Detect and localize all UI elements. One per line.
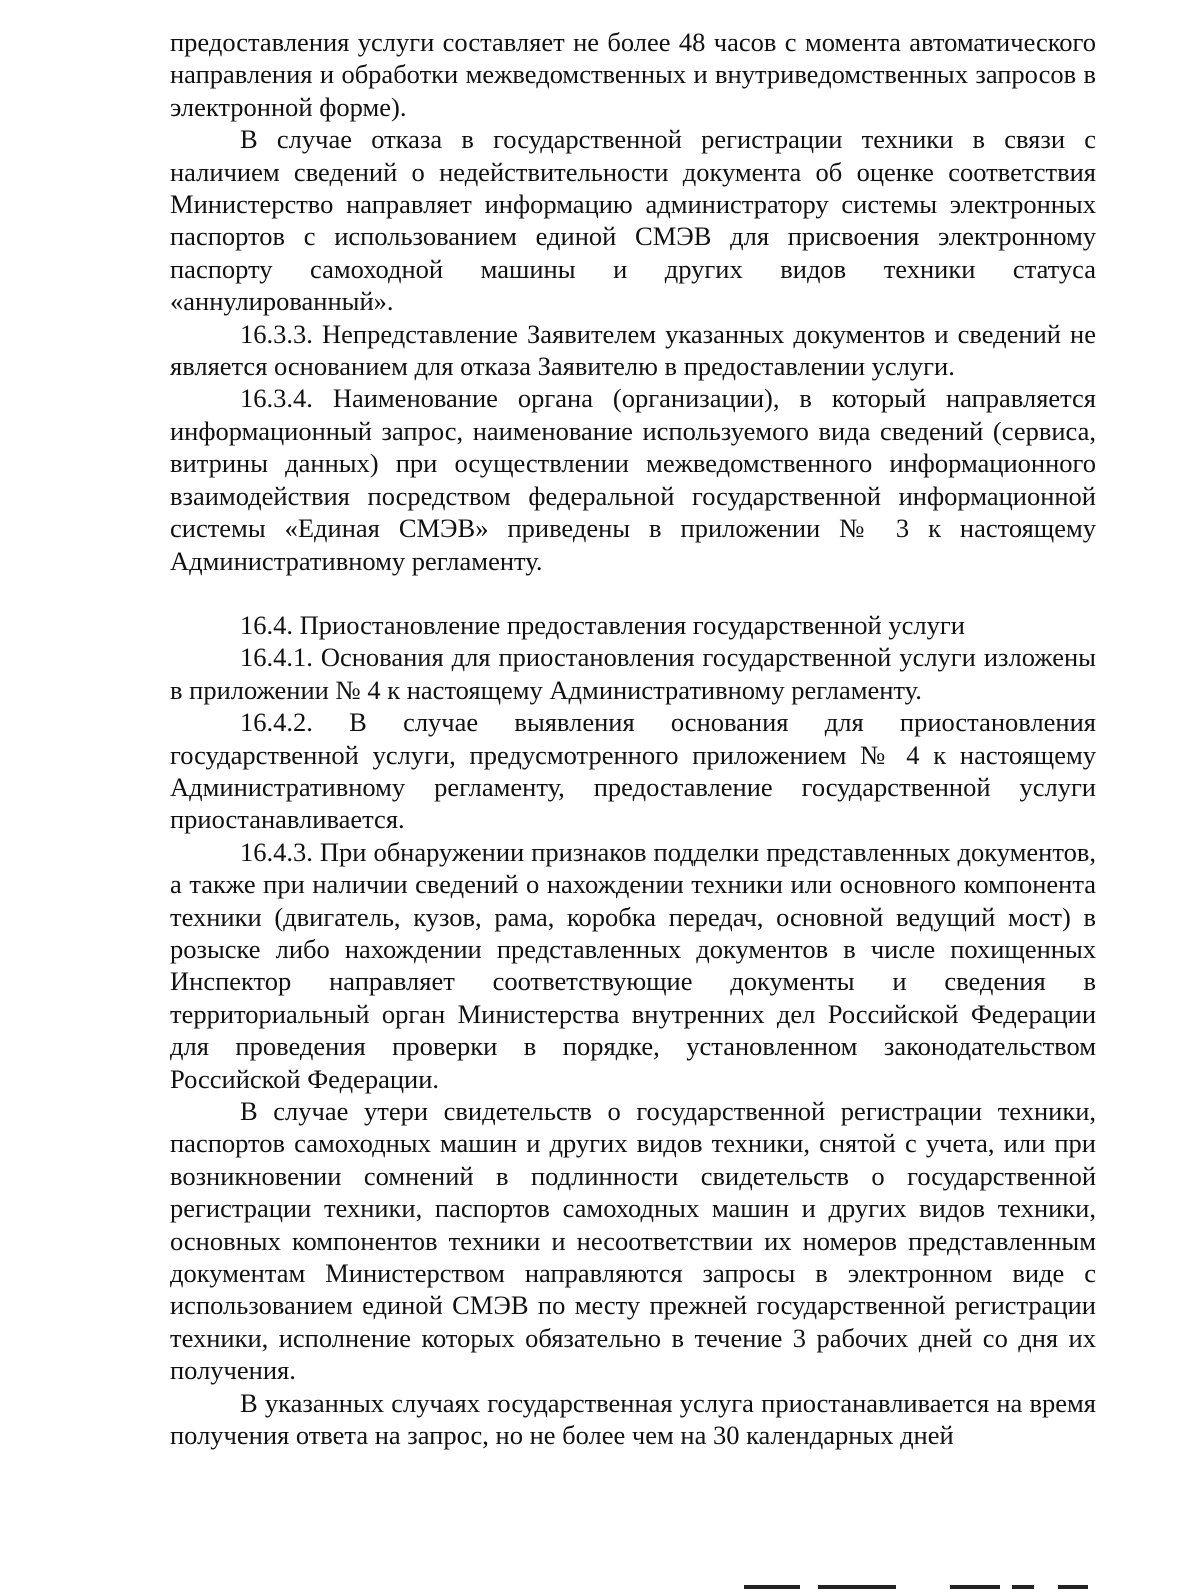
paragraph-16-3-4: 16.3.4. Наименование органа (организации), в который направляется информационный запрос, наименование используемого вида сведений (сервиса, витрины данных) при осуществлении межведомственного информационного взаимодействия посредством федеральной государственной информационной системы «Единая СМЭВ» приведены в приложении № 3 к настоящему Административному регламенту. xyxy=(170,383,1096,576)
paragraph-refusal-registration: В случае отказа в государственной регистрации техники в связи с наличием сведений о недействительности документа об оценке соответствия Министерство направляет информацию администратору системы электронных паспортов с использованием единой СМЭВ для присвоения электронному паспорту самоходной машины и других видов техники статуса «аннулированный». xyxy=(170,124,1096,317)
paragraph-suspension-period: В указанных случаях государственная услуга приостанавливается на время получения ответа на запрос, но не более чем на 30 календарных дней xyxy=(170,1387,1096,1451)
scan-mark xyxy=(1058,1585,1088,1589)
document-body xyxy=(170,26,1096,1451)
paragraph-continuation: предоставления услуги составляет не более 48 часов с момента автоматического направления и обработки межведомственных и внутриведомственных запросов в электронной форме). xyxy=(170,27,1096,122)
paragraph-16-4-1: 16.4.1. Основания для приостановления государственной услуги изложены в приложении № 4 к настоящему Административному регламенту. xyxy=(170,642,1096,705)
scan-mark xyxy=(950,1585,1000,1589)
paragraph-loss-of-certificates: В случае утери свидетельств о государственной регистрации техники, паспортов самоходных машин и других видов техники, снятой с учета, или при возникновении сомнений в подлинности свидетельств о государственной регистрации техники, паспортов самоходных машин и других видов техники, основных компонентов техники и несоответствии их номеров представленным документам Министерством направляются запросы в электронном виде с использованием единой СМЭВ по месту прежней государственной регистрации техники, исполнение которых обязательно в течение 3 рабочих дней со дня их получения. xyxy=(170,1096,1096,1386)
scan-mark xyxy=(744,1585,800,1589)
page-bottom-scan-marks xyxy=(740,1585,1140,1595)
paragraph-16-4-3: 16.4.3. При обнаружении признаков подделки представленных документов, а также при наличии сведений о нахождении техники или основного компонента техники (двигатель, кузов, рама, коробка передач, основной ведущий мост) в розыске либо нахождении представленных документов в числе похищенных Инспектор направляет соответствующие документы и сведения в территориальный орган Министерства внутренних дел Российской Федерации для проведения проверки в порядке, установленном законодательством Российской Федерации. xyxy=(170,836,1096,1094)
section-heading-16-4: 16.4. Приостановление предоставления государственной услуги xyxy=(240,609,965,640)
paragraph-16-4-2: 16.4.2. В случае выявления основания для приостановления государственной услуги, предусмотренного приложением № 4 к настоящему Административному регламенту, предоставление государственной услуги приостанавливается. xyxy=(170,707,1096,835)
scan-mark xyxy=(1012,1585,1034,1589)
scan-mark xyxy=(818,1585,896,1589)
paragraph-16-3-3: 16.3.3. Непредставление Заявителем указанных документов и сведений не является основанием для отказа Заявителю в предоставлении услуги. xyxy=(170,318,1096,382)
